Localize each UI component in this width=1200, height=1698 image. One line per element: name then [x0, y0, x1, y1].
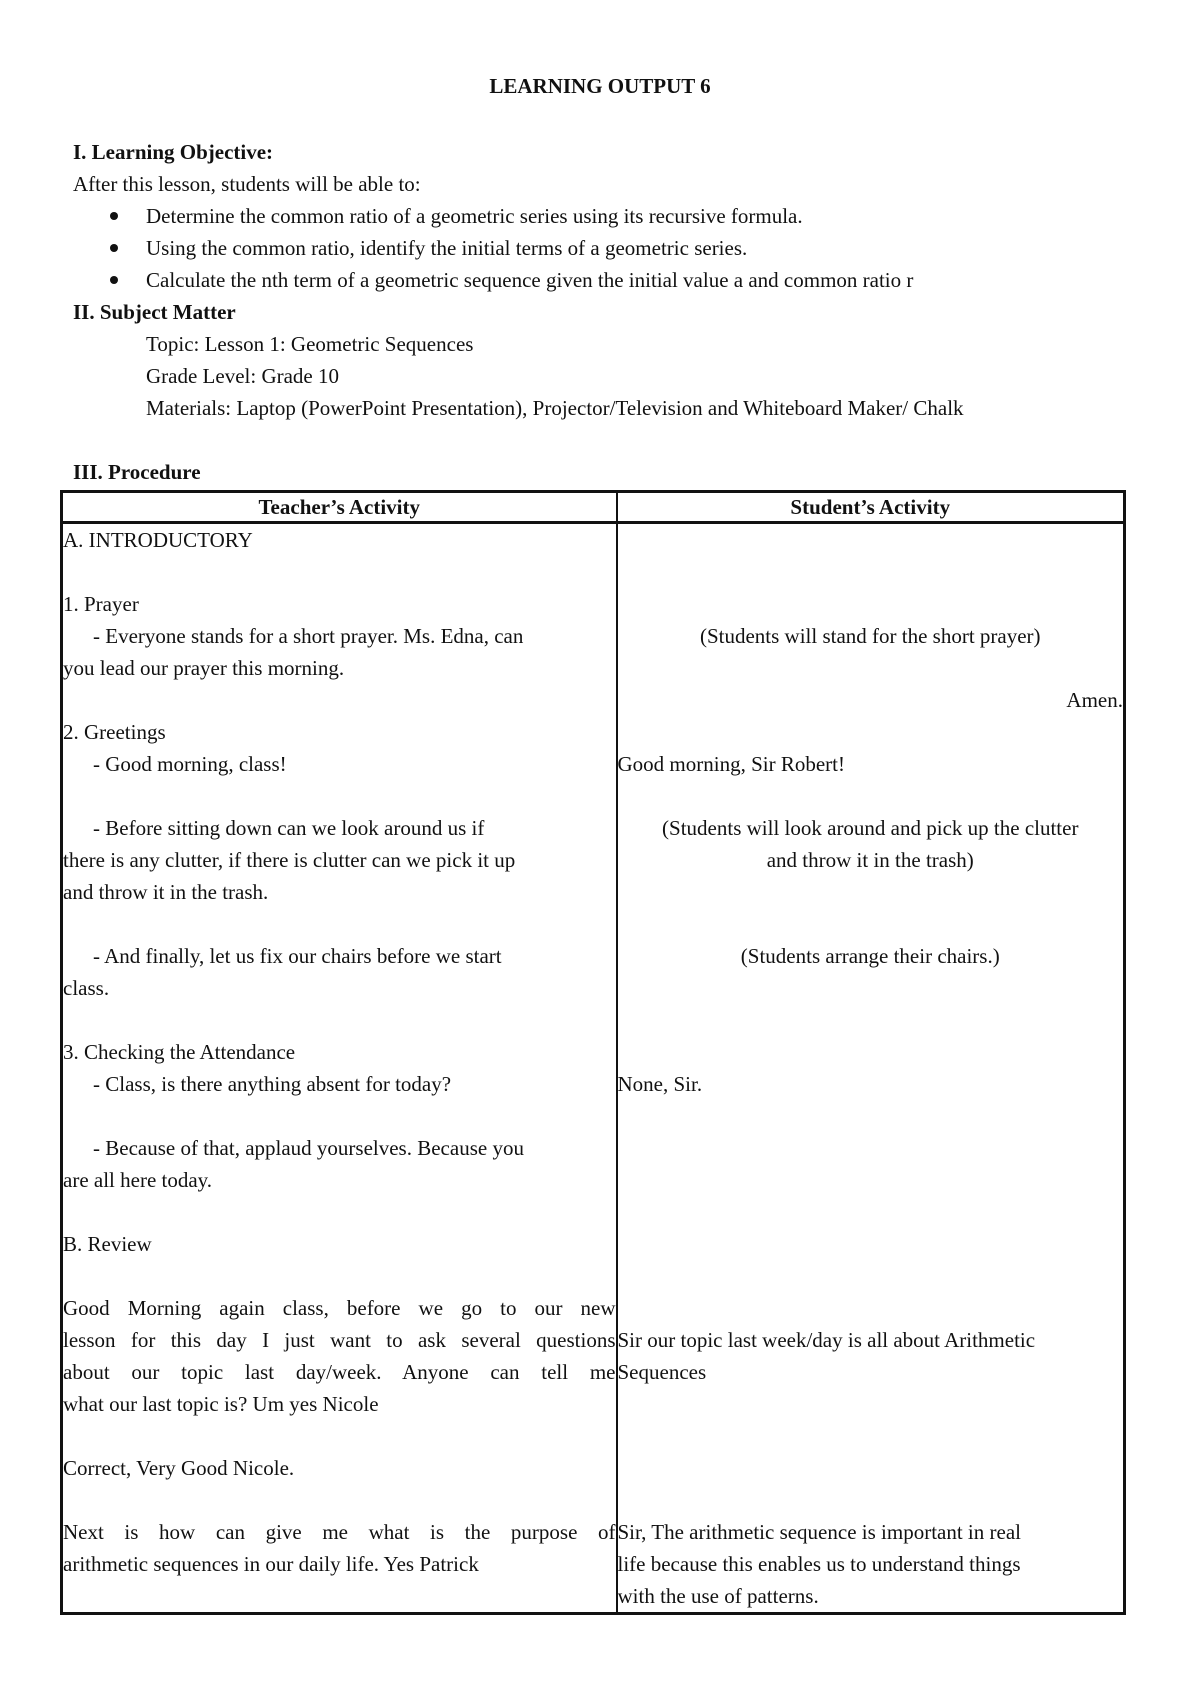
subject-topic: Topic: Lesson 1: Geometric Sequences [146, 332, 474, 356]
bullet-icon [110, 244, 118, 252]
teacher-line: are all here today. [63, 1168, 213, 1192]
student-line: Sir, The arithmetic sequence is important in real [617, 1520, 1021, 1544]
objective-heading: I. Learning Objective: [73, 140, 274, 164]
teacher-line: - Because of that, applaud yourselves. Because you [93, 1136, 524, 1160]
teacher-line: about our topic last day/week. Anyone can tell me [63, 1360, 616, 1384]
teacher-line: you lead our prayer this morning. [63, 656, 345, 680]
table-header-row [62, 492, 1125, 523]
bullet-icon [110, 276, 118, 284]
table-row [62, 523, 1125, 1614]
teacher-line: - Everyone stands for a short prayer. Ms. Edna, can [93, 624, 524, 648]
teacher-activity-cell [62, 523, 617, 1614]
teacher-line: Correct, Very Good Nicole. [63, 1456, 295, 1480]
procedure-table [60, 490, 1126, 1615]
teacher-line: 1. Prayer [63, 592, 139, 616]
student-line: Sir our topic last week/day is all about Arithmetic [617, 1328, 1036, 1352]
teacher-line: A. INTRODUCTORY [63, 528, 253, 552]
objective-item: Determine the common ratio of a geometric series using its recursive formula. [146, 204, 803, 228]
student-line: with the use of patterns. [617, 1584, 819, 1608]
teacher-column-header: Teacher’s Activity [62, 492, 617, 523]
subject-grade: Grade Level: Grade 10 [146, 364, 339, 388]
teacher-line: lesson for this day I just want to ask several questions [63, 1328, 616, 1352]
teacher-line: - And finally, let us fix our chairs before we start [93, 944, 502, 968]
teacher-line: - Before sitting down can we look around us if [93, 816, 485, 840]
teacher-line: 2. Greetings [63, 720, 166, 744]
teacher-line: 3. Checking the Attendance [63, 1040, 296, 1064]
procedure-heading: III. Procedure [73, 460, 201, 484]
student-line: Good morning, Sir Robert! [617, 752, 845, 776]
student-line: Amen. [1066, 688, 1123, 712]
student-line: (Students arrange their chairs.) [740, 944, 1000, 968]
teacher-line: B. Review [63, 1232, 152, 1256]
teacher-line: - Good morning, class! [93, 752, 287, 776]
student-line: life because this enables us to understand things [617, 1552, 1021, 1576]
teacher-line: class. [63, 976, 110, 1000]
teacher-line: Good Morning again class, before we go to our new [63, 1296, 616, 1320]
objective-item: Calculate the nth term of a geometric sequence given the initial value a and common ratio r [146, 268, 914, 292]
teacher-line: and throw it in the trash. [63, 880, 269, 904]
teacher-line: Next is how can give me what is the purpose of [63, 1520, 616, 1544]
student-line: None, Sir. [617, 1072, 703, 1096]
teacher-line: what our last topic is? Um yes Nicole [63, 1392, 379, 1416]
teacher-line: arithmetic sequences in our daily life. Yes Patrick [63, 1552, 479, 1576]
objective-intro: After this lesson, students will be able to: [73, 172, 421, 196]
subject-materials: Materials: Laptop (PowerPoint Presentation), Projector/Television and Whiteboard Maker/ Chalk [146, 396, 964, 420]
student-line: (Students will look around and pick up the clutter [662, 816, 1079, 840]
student-activity-cell [617, 523, 1125, 1614]
document-title: LEARNING OUTPUT 6 [489, 74, 711, 98]
objective-item: Using the common ratio, identify the initial terms of a geometric series. [146, 236, 748, 260]
student-column-header: Student’s Activity [617, 492, 1125, 523]
teacher-line: there is any clutter, if there is clutter can we pick it up [63, 848, 516, 872]
student-line: (Students will stand for the short prayer) [699, 624, 1041, 648]
subject-heading: II. Subject Matter [73, 300, 236, 324]
student-line: and throw it in the trash) [766, 848, 974, 872]
bullet-icon [110, 212, 118, 220]
teacher-line: - Class, is there anything absent for today? [93, 1072, 452, 1096]
student-line: Sequences [617, 1360, 707, 1384]
